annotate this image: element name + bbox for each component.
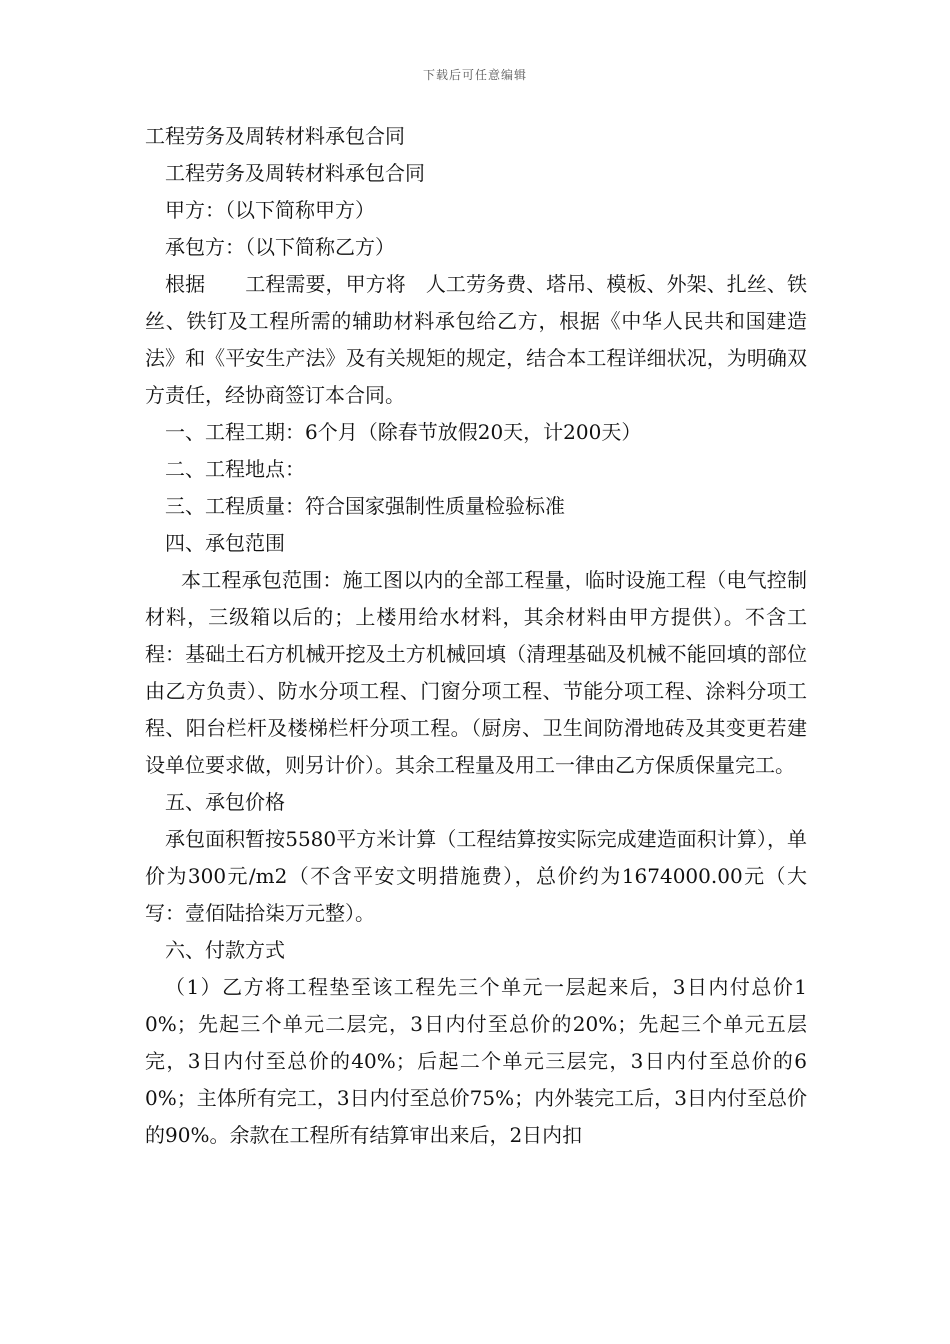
section-quality: 三、工程质量：符合国家强制性质量检验标准 [165,494,565,518]
section-payment-body: （1）乙方将工程垫至该工程先三个单元一层起来后，3日内付总价10%；先起三个单元二层完，3日内付至总价的20%；先起三个单元五层完，3日内付至总价的40%；后起二个单元三层完，3日内付至总价的60%；主体所有完工，3日内付至总价75%；内外装完工后，3日内付至总价的90%。余款在工程所有结算审出来后，2日内扣 [145,975,807,1147]
section-price-body: 承包面积暂按5580平方米计算（工程结算按实际完成建造面积计算），单价为300元/m2（不含平安文明措施费），总价约为1674000.00元（大写：壹佰陆拾柒万元整）。 [145,827,807,925]
section-price-heading: 五、承包价格 [165,790,285,814]
section-payment-heading: 六、付款方式 [165,938,285,962]
document-subtitle: 工程劳务及周转材料承包合同 [165,161,425,185]
party-b: 承包方：（以下简称乙方） [165,235,395,259]
section-duration: 一、工程工期：6个月（除春节放假20天，计200天） [165,420,642,444]
section-scope-body: 本工程承包范围：施工图以内的全部工程量，临时设施工程（电气控制材料，三级箱以后的；上楼用给水材料，其余材料由甲方提供）。不含工程：基础土石方机械开挖及土方机械回填（清理基础及机械不能回填的部位由乙方负责）、防水分项工程、门窗分项工程、节能分项工程、涂料分项工程、阳台栏杆及楼梯栏杆分项工程。（厨房、卫生间防滑地砖及其变更若建设单位要求做，则另计价）。其余工程量及用工一律由乙方保质保量完工。 [145,568,807,777]
section-scope-heading: 四、承包范围 [165,531,285,555]
header-note: 下载后可任意编辑 [422,68,527,82]
document-body [145,118,807,1154]
party-a: 甲方：（以下简称甲方） [165,198,375,222]
section-location: 二、工程地点： [165,457,305,481]
document-title: 工程劳务及周转材料承包合同 [145,124,405,148]
basis-paragraph: 根据 工程需要，甲方将 人工劳务费、塔吊、模板、外架、扎丝、铁丝、铁钉及工程所需的辅助材料承包给乙方，根据《中华人民共和国建造法》和《平安生产法》及有关规矩的规定，结合本工程详细状况，为明确双方责任，经协商签订本合同。 [145,272,807,407]
